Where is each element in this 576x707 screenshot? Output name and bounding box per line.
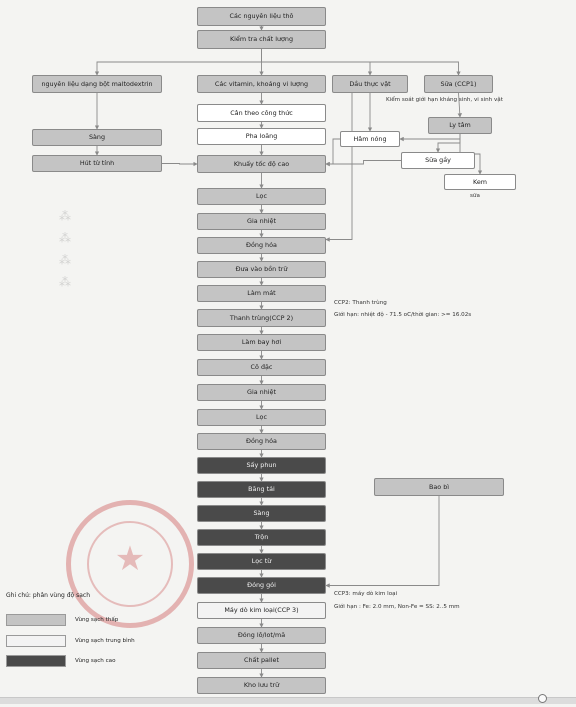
connector-qc-to-milk [262, 49, 459, 75]
legend-label-medium: Vùng sạch trung bình [75, 638, 135, 644]
process-step-qc: Kiểm tra chất lượng [197, 30, 326, 49]
process-step-warm: Hâm nóng [340, 131, 400, 147]
process-step-metal: Máy dò kim loại(CCP 3) [197, 602, 326, 619]
process-step-milk: Sữa (CCP1) [424, 75, 493, 93]
process-step-mix: Khuấy tốc độ cao [197, 155, 326, 173]
legend-title: Ghi chú: phân vùng độ sạch [6, 592, 91, 599]
legend-label-low: Vùng sạch thấp [75, 617, 119, 623]
legend-swatch-medium [6, 635, 66, 647]
cream-subnote: sữa [470, 193, 480, 199]
connector-packaging-to-pack [326, 496, 439, 586]
process-step-pasteur: Thanh trùng(CCP 2) [197, 309, 326, 327]
process-step-vitamins: Các vitamin, khoáng vi lượng [197, 75, 326, 93]
connector-oil-to-heat1 [326, 93, 352, 240]
process-step-sieve: Sàng [32, 129, 162, 146]
process-step-pack: Đóng gói [197, 577, 326, 594]
process-step-dilute: Pha loãng [197, 128, 326, 145]
legend-swatch-high [6, 655, 66, 667]
process-step-cool: Làm mát [197, 285, 326, 302]
connector-magnet-to-mix [162, 164, 197, 165]
legend-swatch-low [6, 614, 66, 626]
process-step-sieve2: Sàng [197, 505, 326, 522]
ccp2-title-note: CCP2: Thanh trùng [334, 300, 387, 306]
scroll-handle[interactable] [538, 694, 547, 703]
process-step-magnet: Hút từ tính [32, 155, 162, 172]
process-step-magfilter: Lọc từ [197, 553, 326, 570]
process-step-heat1: Gia nhiệt [197, 213, 326, 230]
official-seal-stamp: ★ [66, 500, 194, 628]
process-step-cream: Kem [444, 174, 516, 190]
process-step-pallet: Chất pallet [197, 652, 326, 669]
process-step-conc: Cô đặc [197, 359, 326, 376]
process-step-centrifuge: Ly tâm [428, 117, 492, 134]
connector-warm-to-mix [326, 139, 340, 164]
watermark-glyphs: ⁂ ⁂ ⁂ ⁂ [59, 209, 71, 289]
process-step-mixing: Trộn [197, 529, 326, 546]
process-step-filter1: Lọc [197, 188, 326, 205]
process-step-packaging: Bao bì [374, 478, 504, 496]
process-step-malto: nguyên liệu dạng bột maltodextrin [32, 75, 162, 93]
ccp2-limit-note: Giới hạn: nhiệt độ - 71.5 oC/thời gian: >= 16.02s [334, 312, 472, 318]
connector-qc-to-malto [97, 49, 262, 75]
process-step-heat2: Gia nhiệt [197, 384, 326, 401]
process-step-spray: Sấy phun [197, 457, 326, 474]
process-step-lot: Đóng lô/lot/mã [197, 627, 326, 644]
ccp3-limit-note: Giới hạn : Fe: 2.0 mm, Non-Fe = SS: 2..5 mm [334, 604, 460, 610]
connector-skim-to-mix [326, 161, 401, 165]
process-step-skim: Sữa gầy [401, 152, 475, 169]
process-step-storage: Đưa vào bồn trữ [197, 261, 326, 278]
process-step-evap: Làm bay hơi [197, 334, 326, 351]
horizontal-scrollbar[interactable] [0, 697, 576, 704]
process-step-warehouse: Kho lưu trữ [197, 677, 326, 694]
ccp3-title-note: CCP3: máy dò kim loại [334, 591, 398, 597]
process-step-homog1: Đồng hóa [197, 237, 326, 254]
process-step-weigh: Cân theo công thức [197, 104, 326, 122]
ccp1-note: Kiểm soát giới hạn kháng sinh, vi sinh vật [386, 97, 503, 103]
process-step-filter2: Lọc [197, 409, 326, 426]
legend-label-high: Vùng sạch cao [75, 658, 116, 664]
process-step-homog2: Đồng hóa [197, 433, 326, 450]
process-step-raw: Các nguyên liệu thô [197, 7, 326, 26]
process-step-conveyor: Băng tải [197, 481, 326, 498]
process-step-oil: Dầu thực vật [332, 75, 408, 93]
connector-centrifuge-to-skim [438, 134, 460, 152]
